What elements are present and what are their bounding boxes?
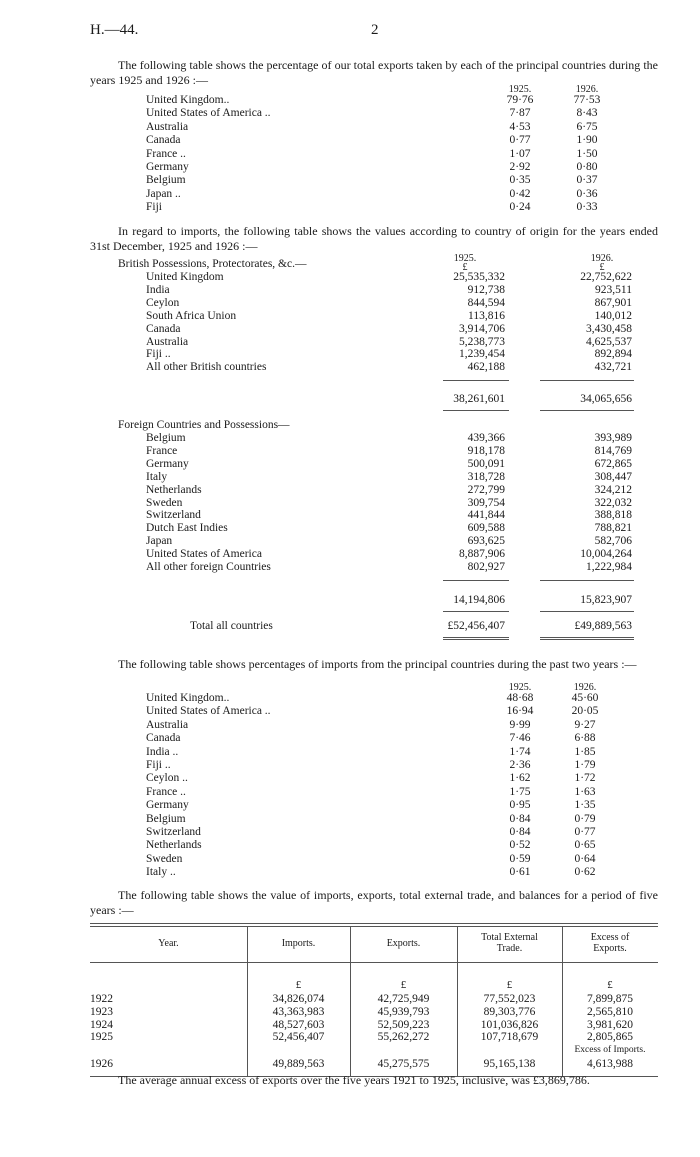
document-reference: H.—44.	[90, 22, 139, 38]
table-row	[0, 121, 700, 134]
value-1926: 0·62	[574, 866, 596, 879]
currency-excess: £	[607, 979, 613, 991]
value-1926: 788,821	[594, 522, 632, 535]
value-1926: 1·50	[576, 147, 598, 160]
rule	[443, 611, 509, 612]
total-cell: 101,036,826	[480, 1018, 539, 1031]
table-row	[0, 799, 700, 812]
value-1926: 0·36	[576, 187, 598, 200]
imports-cell: 49,889,563	[272, 1058, 325, 1070]
value-1925: 500,091	[467, 457, 505, 470]
value-1926: 0·80	[576, 161, 598, 173]
foreign-total-1926: 15,823,907	[580, 594, 632, 606]
country-name: France ..	[146, 785, 186, 798]
table-row	[0, 826, 700, 839]
excess-cell: 4,613,988	[587, 1058, 633, 1070]
country-name: Ceylon ..	[146, 772, 188, 785]
value-1925: 16·94	[506, 705, 534, 718]
value-1926: 1·72	[574, 772, 596, 785]
value-1925: 0·61	[509, 866, 531, 879]
country-name: South Africa Union	[146, 309, 237, 322]
value-1926: 0·37	[576, 174, 598, 187]
value-1925: 9·99	[509, 718, 531, 731]
country-name: United Kingdom..	[146, 692, 230, 704]
country-name: Fiji ..	[146, 759, 171, 771]
currency-total: £	[506, 979, 513, 991]
country-name: France	[146, 444, 178, 457]
country-name: All other foreign Countries	[146, 561, 271, 573]
table-row	[0, 561, 700, 574]
value-1925: 1·62	[509, 772, 531, 785]
table-row	[0, 445, 700, 458]
country-name: Belgium	[146, 174, 186, 187]
value-1925: 609,588	[467, 522, 505, 535]
country-name: Netherlands	[146, 483, 202, 496]
country-name: United Kingdom	[146, 271, 224, 283]
year-heading-1926: 1926.	[575, 84, 599, 95]
intro-five-years: The following table shows the value of imports, exports, total external trade, and balances for a period of five years :—	[90, 888, 658, 917]
value-1925: 4·53	[509, 120, 531, 133]
value-1925: 0·95	[509, 799, 531, 812]
value-1926: 1·63	[574, 785, 596, 798]
value-1926: 0·65	[574, 839, 596, 852]
year-heading-1925: 1925.	[508, 682, 532, 693]
table-row	[0, 732, 700, 745]
rule	[90, 923, 658, 924]
intro-imports-percentage: The following table shows percentages of imports from the principal countries during the past two years :—	[118, 657, 637, 671]
value-1926: 0·64	[574, 852, 596, 865]
imports-cell: 52,456,407	[272, 1031, 325, 1044]
value-1926: 308,447	[594, 470, 632, 483]
table-row	[0, 1006, 700, 1019]
country-name: Netherlands	[146, 839, 202, 852]
header-excess-line1: Excess of	[590, 932, 630, 943]
table-row	[0, 134, 700, 147]
value-1926: 393,989	[594, 432, 632, 444]
rule	[540, 611, 634, 612]
table-row	[0, 174, 700, 187]
value-1925: 79·76	[506, 94, 534, 106]
country-name: Canada	[146, 134, 181, 147]
table-row	[0, 692, 700, 705]
value-1926: 814,769	[594, 444, 632, 457]
foreign-total-1925: 14,194,806	[453, 594, 505, 606]
imports-cell: 43,363,983	[272, 1005, 325, 1018]
year-heading-1926: 1926.	[573, 682, 597, 693]
value-1925: 462,188	[467, 361, 505, 374]
header-year: Year.	[158, 938, 179, 949]
exports-cell: 45,939,793	[377, 1005, 430, 1018]
table-row	[0, 284, 700, 297]
value-1926: 432,721	[594, 361, 632, 374]
excess-cell: 2,805,865	[587, 1031, 633, 1044]
value-1925: 0·84	[509, 826, 531, 838]
rule	[90, 926, 658, 927]
table-row	[0, 148, 700, 161]
currency-1926: £	[599, 262, 605, 273]
country-name: Canada	[146, 322, 181, 335]
value-1926: 322,032	[594, 496, 632, 509]
grand-total-label: Total all countries	[190, 620, 273, 632]
rule	[443, 637, 509, 638]
value-1926: 4,625,537	[586, 335, 632, 348]
value-1925: 693,625	[467, 535, 505, 548]
value-1925: 1·74	[509, 745, 531, 758]
rule	[443, 580, 509, 581]
header-exports: Exports.	[386, 938, 421, 949]
value-1925: 2·92	[509, 161, 531, 173]
table-row	[0, 348, 700, 361]
value-1926: 1·90	[576, 134, 598, 147]
country-name: Switzerland	[146, 509, 201, 522]
table-row	[0, 201, 700, 214]
value-1926: 20·05	[571, 705, 599, 718]
excess-imports-label: Excess of Imports.	[574, 1045, 646, 1055]
country-name: Canada	[146, 732, 181, 745]
value-1926: 324,212	[594, 483, 632, 496]
value-1925: 48·68	[506, 692, 534, 704]
table-row	[0, 310, 700, 323]
country-name: Australia	[146, 335, 189, 348]
table-row	[0, 271, 700, 284]
value-1925: 912,738	[467, 283, 505, 296]
country-name: Ceylon	[146, 296, 180, 309]
header-excess-line2: Exports.	[593, 943, 627, 954]
excess-cell: 7,899,875	[587, 993, 633, 1005]
country-name: Fiji ..	[146, 348, 171, 361]
value-1926: 1,222,984	[586, 561, 632, 573]
year-cell: 1924	[90, 1018, 113, 1031]
table-row	[0, 107, 700, 120]
year-cell: 1925	[90, 1031, 113, 1044]
table-row	[0, 432, 700, 445]
value-1925: 0·42	[509, 187, 531, 200]
value-1925: 113,816	[468, 309, 505, 322]
table-row	[0, 759, 700, 772]
rule	[540, 580, 634, 581]
country-name: Belgium	[146, 812, 186, 825]
total-cell: 77,552,023	[483, 993, 536, 1005]
grand-total-1925: £52,456,407	[447, 620, 505, 632]
table-row	[0, 509, 700, 522]
table-row	[0, 866, 700, 879]
country-name: United States of America	[146, 548, 262, 561]
table-row	[0, 1058, 700, 1071]
country-name: Japan ..	[146, 187, 181, 200]
table-row	[0, 993, 700, 1006]
table-row	[0, 522, 700, 535]
country-name: Sweden	[146, 852, 183, 865]
rule	[540, 637, 634, 638]
table-row	[0, 484, 700, 497]
rule	[90, 962, 658, 963]
value-1925: 1·75	[509, 785, 531, 798]
year-cell: 1922	[90, 993, 113, 1005]
value-1925: 7·46	[509, 732, 531, 745]
value-1926: 0·77	[574, 826, 596, 838]
header-total-external-line2: Trade.	[496, 943, 523, 954]
value-1925: 0·77	[509, 134, 531, 147]
value-1925: 5,238,773	[459, 335, 505, 348]
year-heading-1925: 1925.	[453, 253, 477, 264]
rule	[443, 639, 509, 640]
value-1926: 6·75	[576, 120, 598, 133]
table-row	[0, 94, 700, 107]
table-row	[0, 548, 700, 561]
table-row	[0, 772, 700, 785]
value-1925: 802,927	[467, 561, 505, 573]
value-1926: 1·79	[574, 759, 596, 771]
value-1926: 3,430,458	[586, 322, 632, 335]
rule	[443, 410, 509, 411]
value-1925: 439,366	[467, 432, 505, 444]
country-name: United Kingdom..	[146, 94, 230, 106]
table-row	[0, 161, 700, 174]
value-1925: 318,728	[467, 470, 505, 483]
currency-exports: £	[400, 979, 407, 991]
year-heading-1925: 1925.	[508, 84, 532, 95]
exports-cell: 55,262,272	[377, 1031, 430, 1044]
grand-total-1926: £49,889,563	[574, 620, 632, 632]
table-row	[0, 853, 700, 866]
value-1925: 0·84	[509, 812, 531, 825]
country-name: United States of America ..	[146, 107, 271, 120]
year-cell: 1926	[90, 1058, 113, 1070]
excess-cell: 3,981,620	[587, 1018, 633, 1031]
currency-imports: £	[295, 979, 302, 991]
exports-cell: 42,725,949	[377, 993, 430, 1005]
british-total-row	[0, 393, 700, 406]
value-1926: 140,012	[594, 309, 632, 322]
value-1926: 45·60	[571, 692, 599, 704]
imports-cell: 34,826,074	[272, 993, 325, 1005]
country-name: Australia	[146, 718, 189, 731]
table-row	[0, 497, 700, 510]
table-row	[0, 719, 700, 732]
value-1926: 1·35	[574, 799, 596, 812]
rule	[443, 380, 509, 381]
value-1926: 0·79	[574, 812, 596, 825]
table-row	[0, 813, 700, 826]
table-row	[0, 361, 700, 374]
value-1926: 923,511	[595, 283, 632, 296]
value-1925: 441,844	[467, 509, 505, 522]
total-cell: 107,718,679	[480, 1031, 539, 1044]
value-1925: 25,535,332	[453, 271, 505, 283]
imports-cell: 48,527,603	[272, 1018, 325, 1031]
excess-cell: 2,565,810	[587, 1005, 633, 1018]
british-heading: British Possessions, Protectorates, &c.—	[118, 258, 307, 270]
intro-exports: The following table shows the percentage of our total exports taken by each of the principal countries during the years 1925 and 1926 :—	[90, 58, 658, 87]
value-1926: 9·27	[574, 718, 596, 731]
value-1926: 77·53	[573, 94, 601, 106]
year-heading-1926: 1926.	[590, 253, 614, 264]
country-name: All other British countries	[146, 361, 267, 374]
table-row	[0, 458, 700, 471]
rule	[540, 380, 634, 381]
value-1926: 6·88	[574, 732, 596, 745]
country-name: France ..	[146, 147, 186, 160]
value-1925: 3,914,706	[459, 322, 505, 335]
value-1925: 0·35	[509, 174, 531, 187]
country-name: Japan	[146, 535, 173, 548]
value-1926: 1·85	[574, 745, 596, 758]
country-name: Sweden	[146, 496, 183, 509]
country-name: India ..	[146, 745, 179, 758]
table-row	[0, 471, 700, 484]
currency-1925: £	[462, 262, 468, 273]
table-row	[0, 839, 700, 852]
value-1925: 2·36	[509, 759, 531, 771]
country-name: Germany	[146, 457, 189, 470]
country-name: Fiji	[146, 201, 162, 214]
table-row	[0, 746, 700, 759]
rule	[540, 639, 634, 640]
value-1926: 0·33	[576, 201, 598, 214]
table-row	[0, 297, 700, 310]
foreign-heading: Foreign Countries and Possessions—	[118, 419, 290, 431]
value-1926: 10,004,264	[580, 548, 632, 561]
value-1926: 867,901	[594, 296, 632, 309]
value-1925: 844,594	[467, 296, 505, 309]
foreign-total-row	[0, 594, 700, 607]
value-1925: 8,887,906	[459, 548, 505, 561]
grand-total-row	[0, 620, 700, 633]
value-1926: 892,894	[594, 348, 632, 361]
value-1926: 22,752,622	[580, 271, 632, 283]
intro-imports: In regard to imports, the following table shows the values according to country of origin for the years ended 31st December, 1925 and 1926 :—	[90, 224, 658, 253]
value-1925: 0·59	[509, 852, 531, 865]
country-name: India	[146, 283, 170, 296]
value-1925: 1,239,454	[459, 348, 505, 361]
value-1925: 7·87	[509, 107, 531, 120]
value-1925: 1·07	[509, 147, 531, 160]
country-name: Italy ..	[146, 866, 176, 879]
table-row	[0, 188, 700, 201]
british-total-1925: 38,261,601	[453, 393, 505, 405]
value-1925: 0·52	[509, 839, 531, 852]
country-name: Germany	[146, 161, 189, 173]
british-total-1926: 34,065,656	[580, 393, 632, 405]
value-1925: 0·24	[509, 201, 531, 214]
total-cell: 89,303,776	[483, 1005, 536, 1018]
country-name: Germany	[146, 799, 189, 812]
header-imports: Imports.	[281, 938, 316, 949]
table-row	[0, 1031, 700, 1044]
country-name: Switzerland	[146, 826, 201, 838]
exports-cell: 52,509,223	[377, 1018, 430, 1031]
value-1926: 388,818	[594, 509, 632, 522]
value-1925: 272,799	[467, 483, 505, 496]
page-number: 2	[371, 22, 379, 38]
value-1926: 8·43	[576, 107, 598, 120]
table-row	[0, 1019, 700, 1032]
table-row	[0, 336, 700, 349]
country-name: United States of America ..	[146, 705, 271, 718]
year-cell: 1923	[90, 1005, 113, 1018]
table-row	[0, 786, 700, 799]
country-name: Belgium	[146, 432, 186, 444]
table-row	[0, 705, 700, 718]
value-1925: 309,754	[467, 496, 505, 509]
value-1926: 672,865	[594, 457, 632, 470]
country-name: Australia	[146, 120, 189, 133]
country-name: Dutch East Indies	[146, 522, 228, 535]
table-row	[0, 323, 700, 336]
table-row	[0, 535, 700, 548]
value-1925: 918,178	[467, 444, 505, 457]
header-total-external-line1: Total External	[481, 932, 538, 943]
value-1926: 582,706	[594, 535, 632, 548]
country-name: Italy	[146, 470, 168, 483]
total-cell: 95,165,138	[483, 1058, 536, 1070]
exports-cell: 45,275,575	[377, 1058, 430, 1070]
rule	[540, 410, 634, 411]
footer-note: The average annual excess of exports over the five years 1921 to 1925, inclusive, was £3,869,786.	[118, 1073, 590, 1087]
